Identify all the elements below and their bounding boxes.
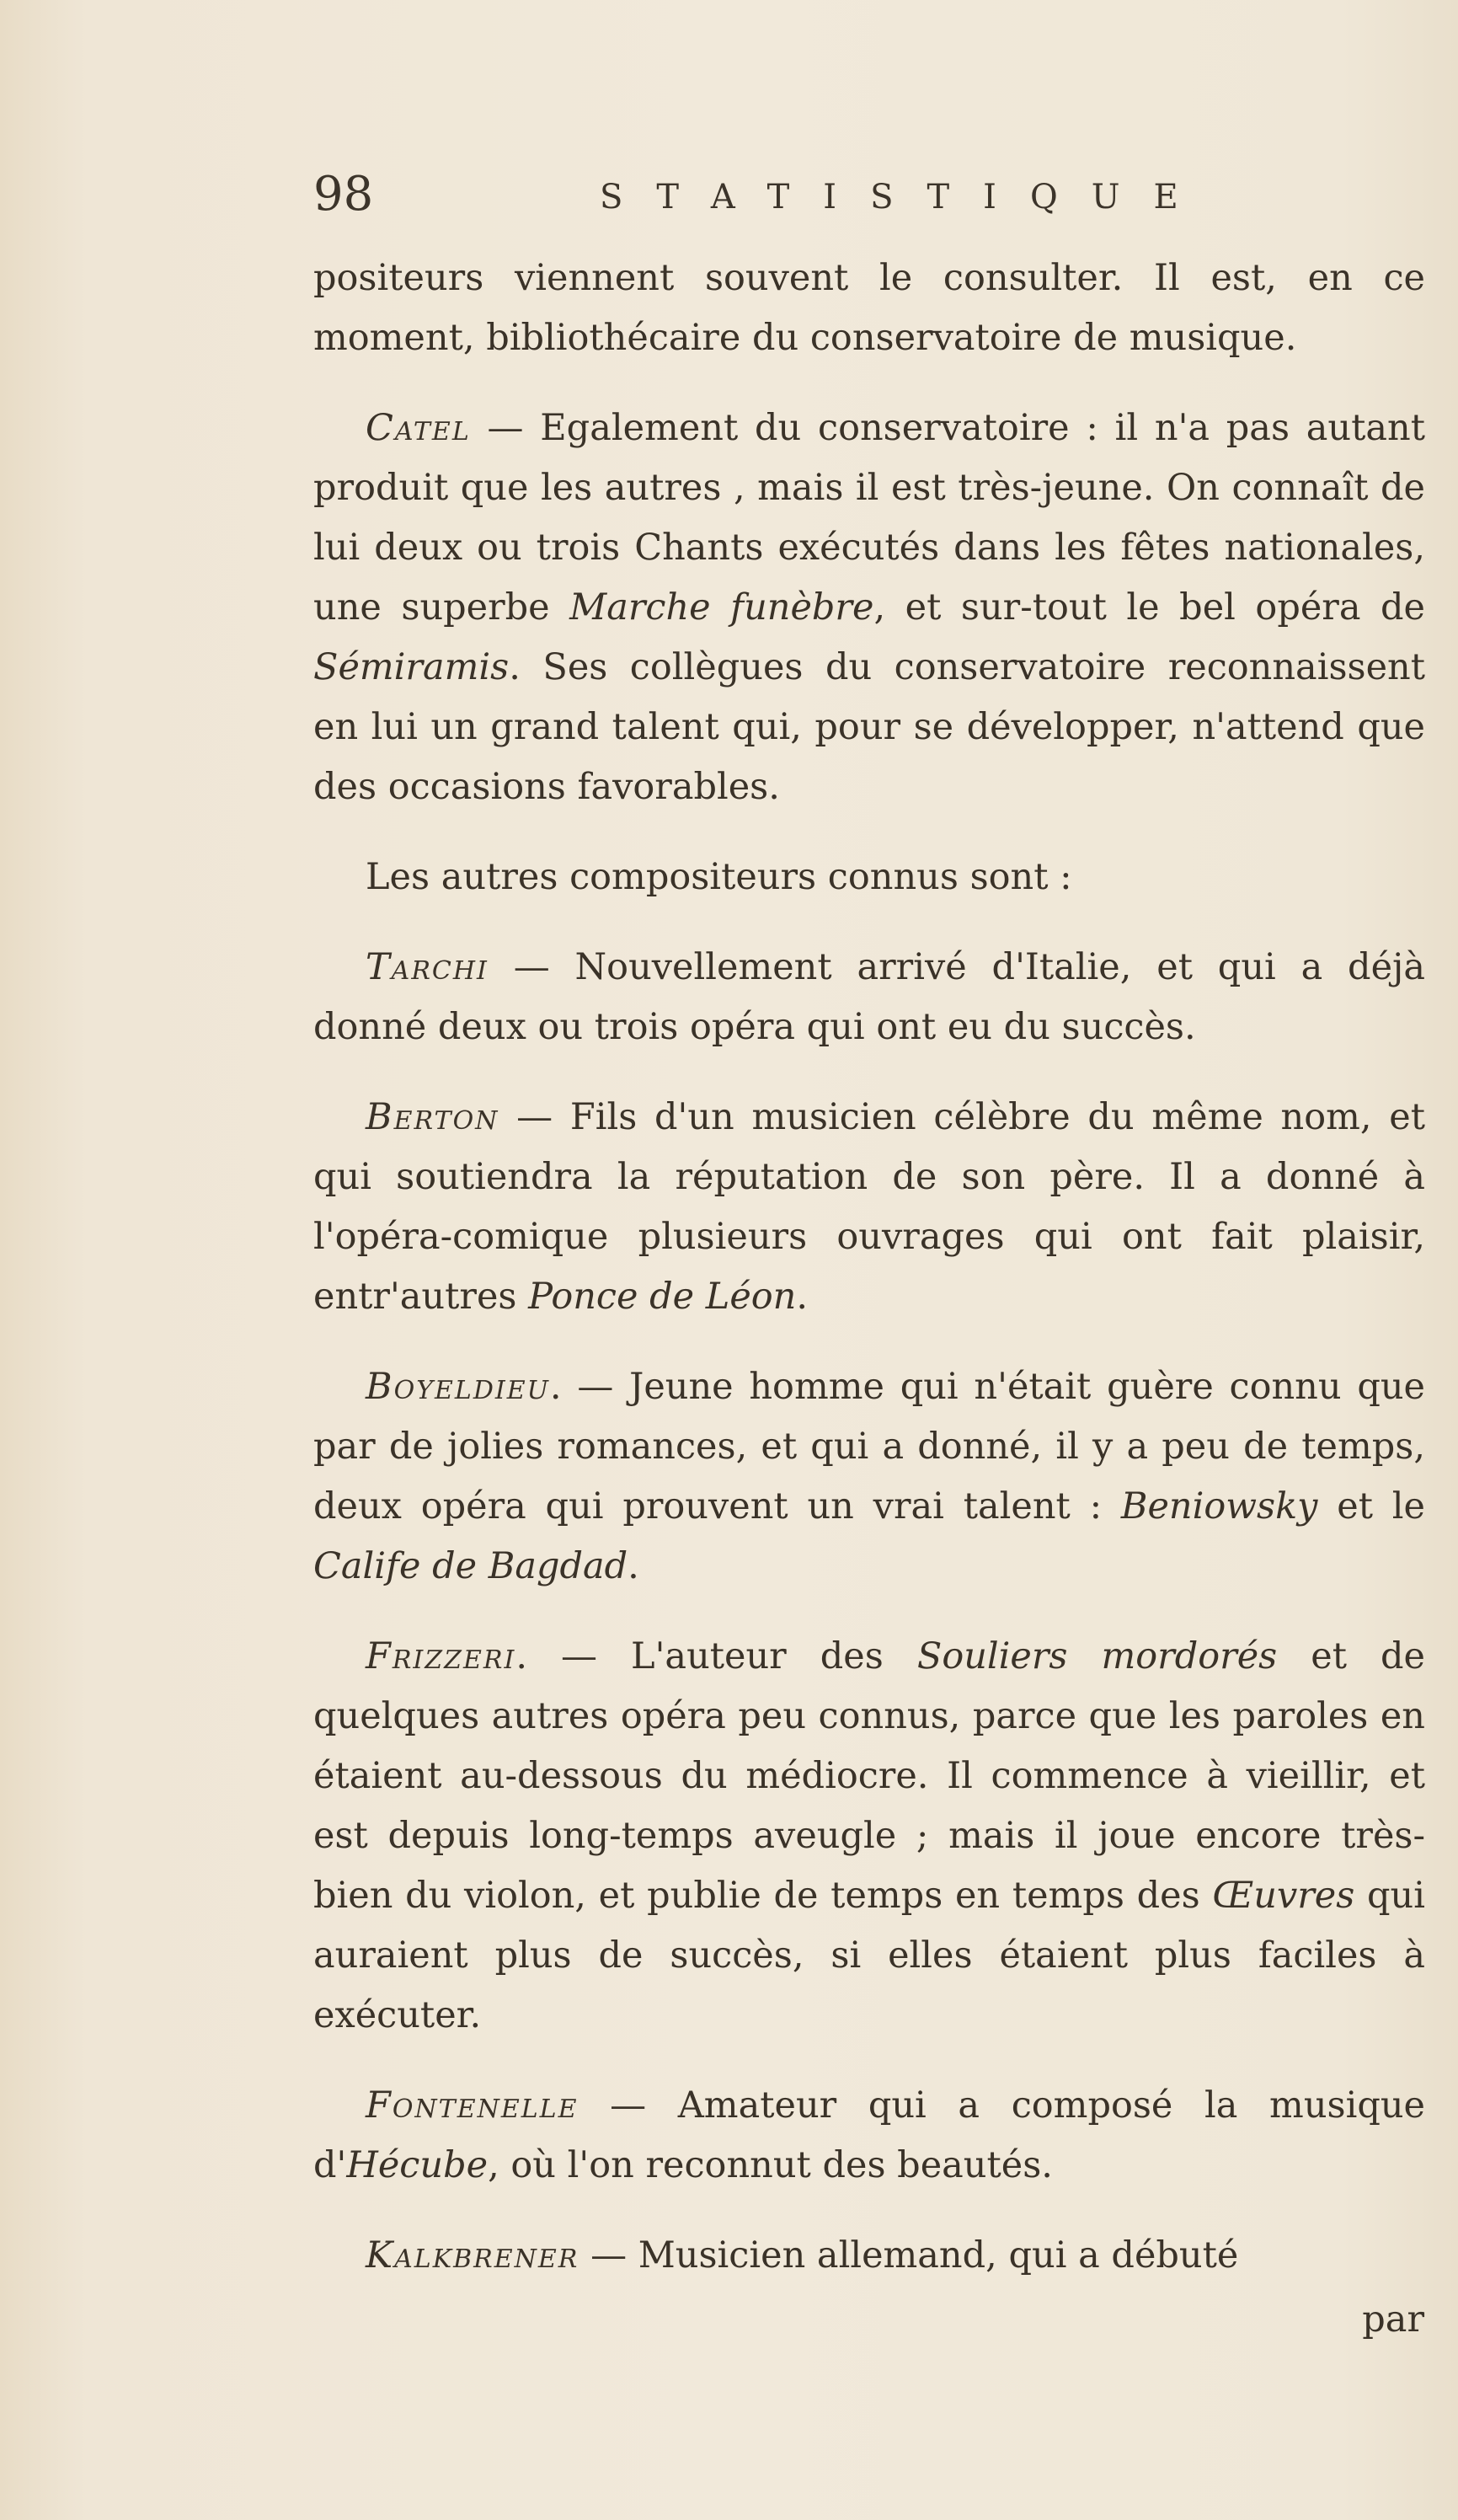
- text-run: .: [628, 1545, 639, 1587]
- composer-name: Fontenelle: [366, 2084, 579, 2127]
- paragraph-fontenelle: [313, 2076, 1425, 2196]
- paragraph-catel: [313, 399, 1425, 817]
- text-run: , et sur-tout le bel opéra de: [873, 586, 1425, 629]
- text-run: — Fils d'un musicien célèbre du même nom, et qui soutiendra la réputation de son père. Il a donné à l'opéra-comique plusieurs ouvrages qui ont fait plaisir, entr'autres: [313, 1096, 1425, 1318]
- paragraph-continuation: positeurs viennent souvent le consulter. Il est, en ce moment, bibliothécaire du conservatoire de musique.: [313, 257, 1425, 359]
- text-run: . Ses collègues du conservatoire reconnaissent en lui un grand talent qui, pour se développer, n'attend que des occasions favorables.: [313, 646, 1425, 808]
- text-run: — Musicien allemand, qui a débuté: [579, 2234, 1239, 2277]
- work-title: Ponce de Léon: [528, 1276, 797, 1318]
- text-run: . — L'auteur des: [515, 1635, 917, 1677]
- paragraph-tarchi: [313, 938, 1425, 1057]
- text-run: , où l'on reconnut des beautés.: [488, 2144, 1053, 2186]
- text-run: et de quelques autres opéra peu connus, parce que les paroles en étaient au-dessous du médiocre. Il commence à vieillir, et est depuis long-temps aveugle ; mais il joue encore très-bien du violon, et publie de temps en temps des: [313, 1635, 1425, 1917]
- text-run: .: [796, 1276, 809, 1318]
- composer-name: Berton: [366, 1096, 499, 1138]
- text-run: — Amateur qui a composé la musique d': [313, 2084, 1425, 2186]
- running-title: STATISTIQUE: [600, 178, 1212, 217]
- composer-name: Frizzeri: [366, 1635, 516, 1677]
- catchword: par: [1362, 2298, 1424, 2341]
- page-number: 98: [313, 167, 374, 222]
- work-title: Marche funèbre: [569, 586, 874, 629]
- work-title: Sémiramis: [313, 646, 510, 688]
- composer-name: Catel: [366, 407, 471, 449]
- text-run: . — Jeune homme qui n'était guère connu que par de jolies romances, et qui a donné, il y a peu de temps, deux opéra qui prouvent un vrai talent :: [313, 1366, 1425, 1528]
- text-run: qui auraient plus de succès, si elles étaient plus faciles à exécuter.: [313, 1875, 1426, 2036]
- body-text: [313, 249, 1425, 2286]
- paragraph-intro: Les autres compositeurs connus sont :: [366, 856, 1072, 898]
- paragraph-kalkbrener: [313, 2226, 1425, 2286]
- work-title: Œuvres: [1212, 1875, 1355, 1917]
- paragraph-boyeldieu: [313, 1357, 1425, 1597]
- paragraph-frizzeri: [313, 1627, 1425, 2046]
- composer-name: Kalkbrener: [366, 2234, 579, 2277]
- work-title: Calife de Bagdad: [313, 1545, 628, 1587]
- text-run: et le: [1317, 1485, 1425, 1528]
- text-run: — Egalement du conservatoire : il n'a pas autant produit que les autres , mais il est très-jeune. On connaît de lui deux ou trois Chants exécutés dans les fêtes nationales, une superbe: [313, 407, 1425, 629]
- work-title: Beniowsky: [1120, 1485, 1318, 1528]
- text-run: — Nouvellement arrivé d'Italie, et qui a déjà donné deux ou trois opéra qui ont eu du succès.: [313, 946, 1425, 1048]
- paragraph-berton: [313, 1088, 1425, 1327]
- composer-name: Boyeldieu: [366, 1366, 550, 1408]
- page-header: [313, 165, 1425, 224]
- work-title: Hécube: [346, 2144, 489, 2186]
- composer-name: Tarchi: [366, 946, 489, 988]
- work-title: Souliers mordorés: [916, 1635, 1278, 1677]
